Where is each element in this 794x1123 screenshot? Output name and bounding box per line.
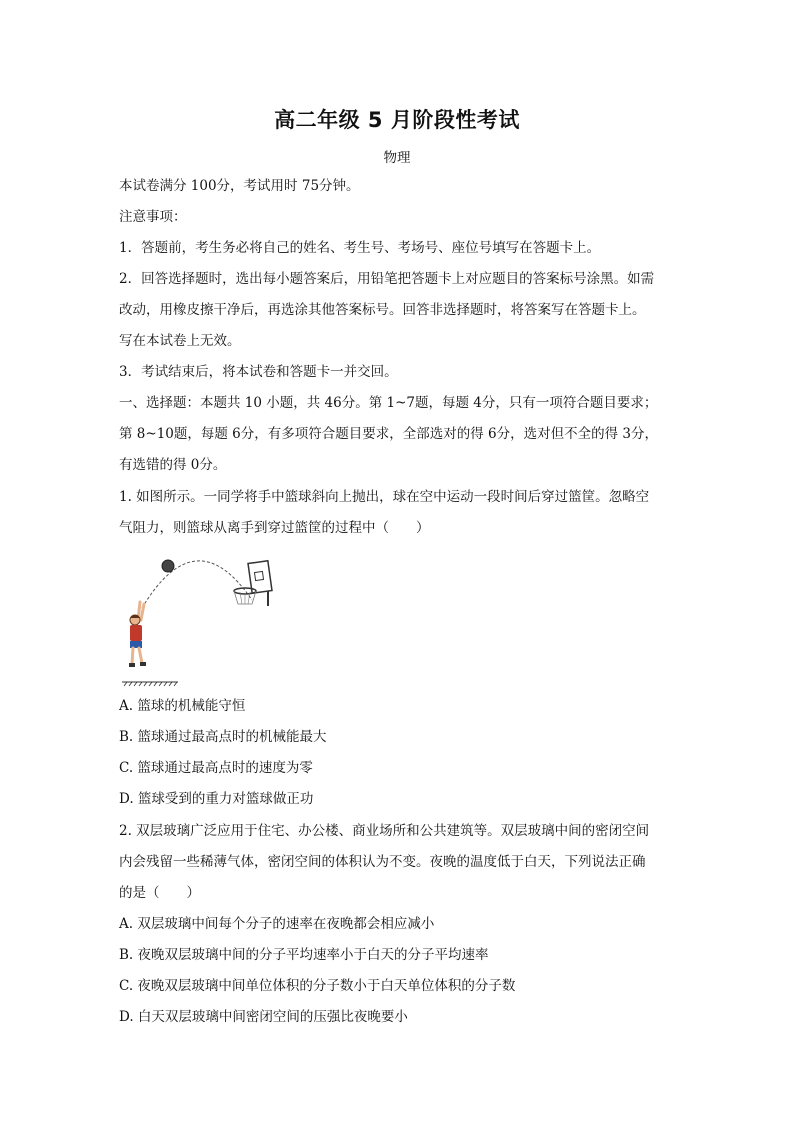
ground-hatch [122,682,178,686]
notice-heading: 注意事项： [119,209,187,225]
exam-title: 高二年级 5 月阶段性考试 [274,108,520,132]
ball-trajectory [142,561,252,608]
question-2-stem: 内会残留一些稀薄气体，密闭空间的体积认为不变。夜晚的温度低于白天，下列说法正确 [119,854,646,870]
basketball-figure [116,548,286,690]
notice-item: 改动，用橡皮擦干净后，再选涂其他答案标号。回答非选择题时，将答案写在答题卡上。 [119,302,646,318]
question-2-option: D. 白天双层玻璃中间密闭空间的压强比夜晚要小 [119,1009,408,1025]
exam-subject: 物理 [383,150,411,166]
question-1-option: C. 篮球通过最高点时的速度为零 [119,760,313,776]
question-2-stem: 的是（ ） [119,885,200,901]
player-icon [129,602,146,667]
question-1-stem: 气阻力，则篮球从离手到穿过篮筐的过程中（ ） [119,520,430,536]
question-1-option: B. 篮球通过最高点时的机械能最大 [119,729,327,745]
question-2-option: B. 夜晚双层玻璃中间的分子平均速率小于白天的分子平均速率 [119,947,489,963]
question-2-option: C. 夜晚双层玻璃中间单位体积的分子数小于白天单位体积的分子数 [119,978,516,994]
notice-item: 2．回答选择题时，选出每小题答案后，用铅笔把答题卡上对应题目的答案标号涂黑。如需 [119,271,655,287]
question-2-option: A. 双层玻璃中间每个分子的速率在夜晚都会相应减小 [119,916,435,932]
question-2-stem: 2. 双层玻璃广泛应用于住宅、办公楼、商业场所和公共建筑等。双层玻璃中间的密闭空间 [119,823,650,839]
question-1-option: A. 篮球的机械能守恒 [119,698,246,714]
notice-item: 写在本试卷上无效。 [119,333,241,349]
basketball-icon [162,560,174,572]
notice-item: 1．答题前，考生务必将自己的姓名、考生号、考场号、座位号填写在答题卡上。 [119,240,601,256]
question-1-stem: 1. 如图所示。一同学将手中篮球斜向上抛出，球在空中运动一段时间后穿过篮筐。忽略空 [119,489,650,505]
exam-note: 本试卷满分 100分，考试用时 75分钟。 [119,178,360,194]
section-instruction: 一、选择题：本题共 10 小题，共 46分。第 1~7题，每题 4分，只有一项符合题目要求； [119,395,658,411]
notice-item: 3．考试结束后，将本试卷和答题卡一并交回。 [119,364,398,380]
section-instruction: 第 8~10题，每题 6分，有多项符合题目要求，全部选对的得 6分，选对但不全的得 3分， [119,426,659,442]
section-instruction: 有选错的得 0分。 [119,457,227,473]
basketball-shot-illustration [116,548,286,690]
basketball-hoop-icon [234,561,272,606]
question-1-option: D. 篮球受到的重力对篮球做正功 [119,791,314,807]
